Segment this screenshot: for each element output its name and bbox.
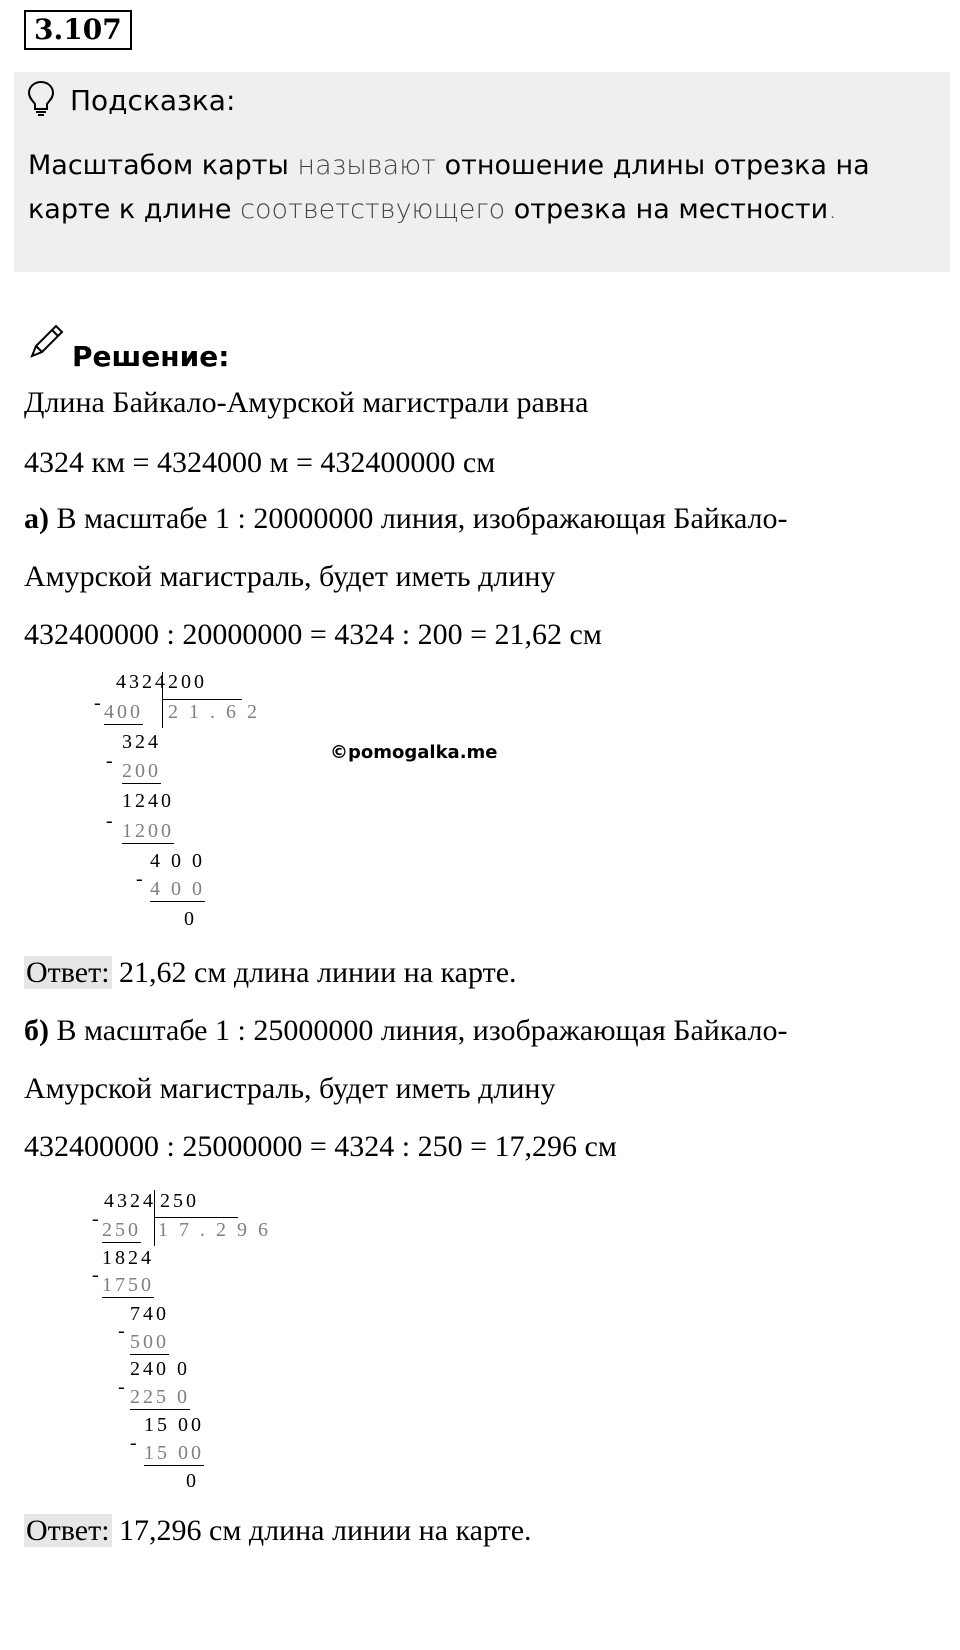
div-a-step-6: 4 0 0 bbox=[150, 850, 205, 872]
hint-text-part: называют bbox=[288, 150, 445, 181]
div-a-minus-4: - bbox=[136, 868, 146, 890]
part-b-answer bbox=[24, 1514, 532, 1548]
part-a-answer bbox=[24, 956, 517, 990]
div-a-minus-3: - bbox=[106, 810, 116, 832]
div-a-step-1: 400 bbox=[104, 701, 143, 723]
div-b-step-9: 15 00 bbox=[144, 1442, 204, 1464]
answer-b-text: 17,296 см длина линии на карте. bbox=[111, 1514, 532, 1547]
div-b-step-6: 240 0 bbox=[130, 1358, 190, 1380]
hint-text-part: . bbox=[828, 194, 837, 225]
div-b-step-2: 1824 bbox=[102, 1247, 154, 1269]
part-b-text-1: В масштабе 1 : 25000000 линия, изображающая Байкало- bbox=[49, 1014, 788, 1047]
part-a-line-2: Амурской магистраль, будет иметь длину bbox=[24, 560, 556, 593]
div-b-minus-5: - bbox=[130, 1432, 140, 1454]
part-b-line-2: Амурской магистраль, будет иметь длину bbox=[24, 1072, 556, 1105]
div-a-remainder: 0 bbox=[184, 908, 197, 930]
div-a-divisor: 200 bbox=[168, 671, 207, 693]
hint-title: Подсказка: bbox=[70, 84, 236, 117]
div-b-quotient: 1 7 . 2 9 6 bbox=[158, 1219, 271, 1241]
part-a-label: а) bbox=[24, 502, 49, 535]
div-b-minus-3: - bbox=[118, 1320, 128, 1342]
lightbulb-icon bbox=[26, 80, 56, 116]
div-b-divisor-line bbox=[154, 1217, 238, 1218]
div-a-divisor-line bbox=[162, 699, 242, 700]
div-b-remainder: 0 bbox=[186, 1470, 199, 1492]
div-a-step-2: 324 bbox=[122, 731, 161, 753]
div-a-step-4: 1240 bbox=[122, 790, 174, 812]
div-a-step-7: 4 0 0 bbox=[150, 878, 205, 900]
div-b-step-7: 225 0 bbox=[130, 1386, 190, 1408]
div-b-step-1: 250 bbox=[102, 1219, 141, 1241]
div-b-step-8: 15 00 bbox=[144, 1414, 204, 1436]
hint-text-part: отношение длины отрезка на карте к длине bbox=[28, 150, 870, 225]
watermark: ©pomogalka.me bbox=[330, 742, 498, 763]
div-b-minus-1: - bbox=[92, 1208, 102, 1230]
hint-text-part: отрезка на местности bbox=[513, 194, 829, 225]
div-a-vline bbox=[162, 672, 163, 728]
div-a-minus-1: - bbox=[94, 692, 104, 714]
hint-text-part: соответствующего bbox=[231, 194, 514, 225]
answer-a-text: 21,62 см длина линии на карте. bbox=[111, 956, 517, 989]
div-a-minus-2: - bbox=[106, 750, 116, 772]
div-a-step-3: 200 bbox=[122, 760, 161, 782]
part-b-line-1 bbox=[24, 1014, 788, 1048]
div-b-step-4: 740 bbox=[130, 1303, 169, 1325]
part-b-calc: 432400000 : 25000000 = 4324 : 250 = 17,296 см bbox=[24, 1130, 617, 1163]
part-a-line-1 bbox=[24, 502, 788, 536]
intro-line-2: 4324 км = 4324000 м = 432400000 см bbox=[24, 446, 496, 479]
task-number: 3.107 bbox=[24, 10, 132, 50]
div-b-vline bbox=[154, 1190, 155, 1246]
hint-text bbox=[28, 144, 928, 232]
div-b-minus-2: - bbox=[92, 1264, 102, 1286]
div-a-dividend: 4324 bbox=[116, 671, 168, 693]
hint-text-part: Масштабом карты bbox=[28, 150, 289, 181]
div-b-minus-4: - bbox=[118, 1376, 128, 1398]
div-b-divisor: 250 bbox=[160, 1190, 199, 1212]
solution-title: Решение: bbox=[72, 340, 230, 373]
part-a-text-1: В масштабе 1 : 20000000 линия, изображающая Байкало- bbox=[49, 502, 788, 535]
answer-a-label: Ответ: bbox=[26, 956, 110, 989]
answer-b-label: Ответ: bbox=[26, 1514, 110, 1547]
div-b-dividend: 4324 bbox=[104, 1190, 156, 1212]
pencil-icon bbox=[26, 322, 66, 362]
part-a-calc: 432400000 : 20000000 = 4324 : 200 = 21,62 см bbox=[24, 618, 602, 651]
div-b-step-3: 1750 bbox=[102, 1274, 154, 1296]
div-a-quotient: 2 1 . 6 2 bbox=[168, 701, 260, 723]
part-b-label: б) bbox=[24, 1014, 49, 1047]
intro-line-1: Длина Байкало-Амурской магистрали равна bbox=[24, 386, 589, 419]
div-b-step-5: 500 bbox=[130, 1331, 169, 1353]
div-a-step-5: 1200 bbox=[122, 820, 174, 842]
